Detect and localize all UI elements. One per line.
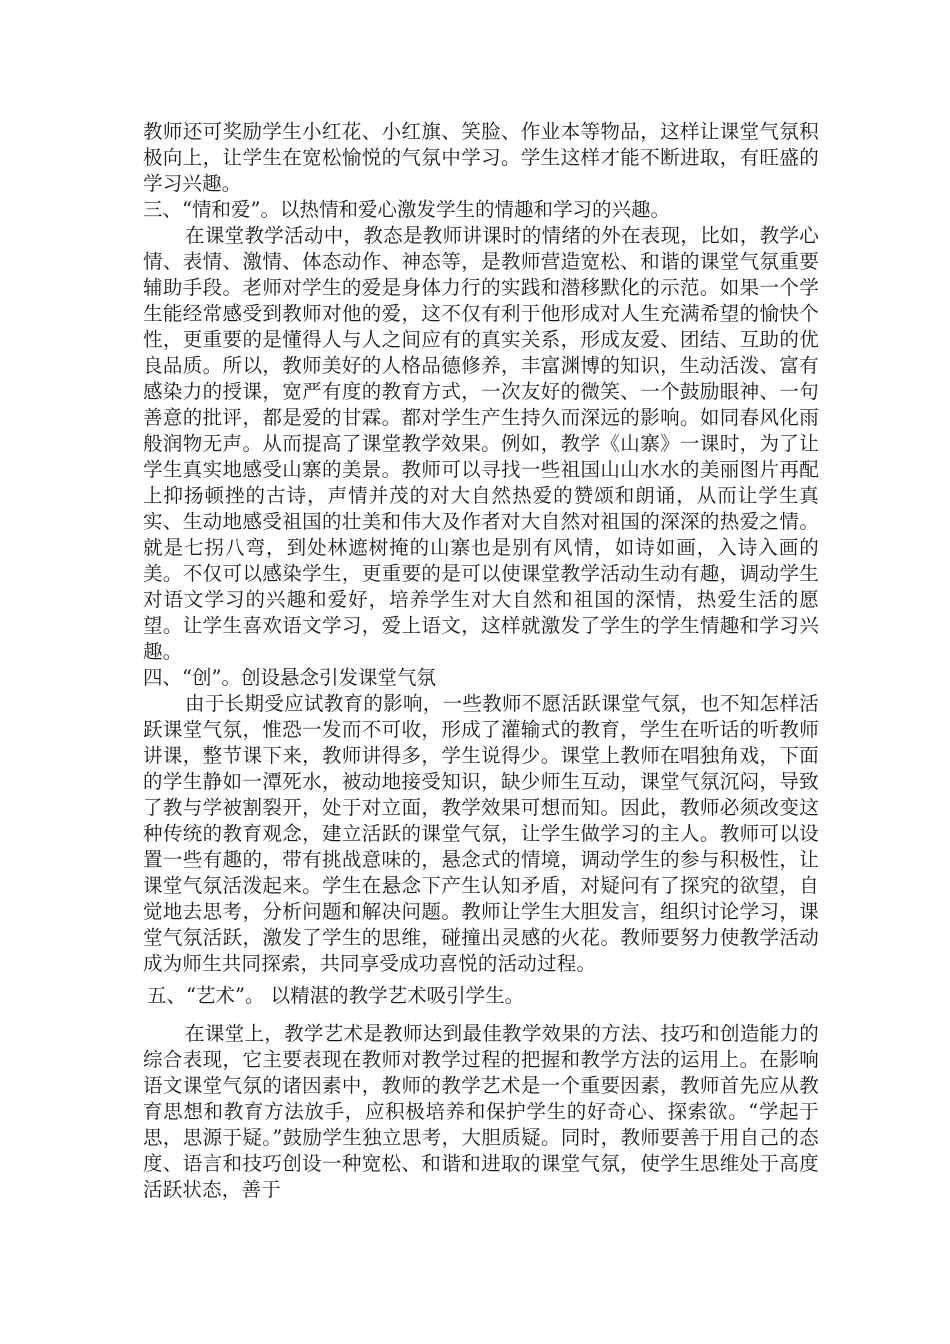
paragraph-art: 在课堂上，教学艺术是教师达到最佳教学效果的方法、技巧和创造能力的综合表现，它主要表现在教师对教学过程的把握和教学方法的运用上。在影响语文课堂气氛的诸因素中，教师的教学艺术是一个重要因素，教师首先应从教育思想和教育方法放手，应积极培养和保护学生的好奇心、探索欲。“学起于思，思源于疑。”鼓励学生独立思考，大胆质疑。同时，教师要善于用自己的态度、语言和技巧创设一种宽松、和谐和进取的课堂气氛，使学生思维处于高度活跃状态，善于 (143, 1022, 819, 1201)
section-heading-3: 三、“情和爱”。以热情和爱心激发学生的情趣和学习的兴趣。 (143, 198, 670, 221)
section-heading-4: 四、“创”。创设悬念引发课堂气氛 (143, 666, 436, 689)
paragraph-suspense: 由于长期受应试教育的影响，一些教师不愿活跃课堂气氛，也不知怎样活跃课堂气氛，惟恐一发而不可收，形成了灌输式的教育，学生在听话的听教师讲课，整节课下来，教师讲得多，学生说得少。课堂上教师在唱独角戏，下面的学生静如一潭死水，被动地接受知识，缺少师生互动，课堂气氛沉闷，导致了教与学被割裂开，处于对立面，教学效果可想而知。因此，教师必须改变这种传统的教育观念，建立活跃的课堂气氛，让学生做学习的主人。教师可以设置一些有趣的，带有挑战意味的，悬念式的情境，调动学生的参与积极性，让课堂气氛活泼起来。学生在悬念下产生认知矛盾，对疑问有了探究的欲望，自觉地去思考，分析问题和解决问题。教师让学生大胆发言，组织讨论学习，课堂气氛活跃，激发了学生的思维，碰撞出灵感的火花。教师要努力使教学活动成为师生共同探索，共同享受成功喜悦的活动过程。 (143, 692, 819, 975)
section-heading-5: 五、“艺术”。 以精湛的教学艺术吸引学生。 (147, 984, 525, 1007)
paragraph-love: 在课堂教学活动中，教态是教师讲课时的情绪的外在表现，比如，教学心情、表情、激情、体态动作、神态等，是教师营造宽松、和谐的课堂气氛重要辅助手段。老师对学生的爱是身体力行的实践和潜移默化的示范。如果一个学生能经常感受到教师对他的爱，这不仅有利于他形成对人生充满希望的愉快个性，更重要的是懂得人与人之间应有的真实关系，形成友爱、团结、互助的优良品质。所以，教师美好的人格品德修养，丰富渊博的知识，生动活泼、富有感染力的授课，宽严有度的教育方式，一次友好的微笑、一个鼓励眼神、一句善意的批评，都是爱的甘霖。都对学生产生持久而深远的影响。如同春风化雨般润物无声。从而提高了课堂教学效果。例如，教学《山寨》一课时，为了让学生真实地感受山寨的美景。教师可以寻找一些祖国山山水水的美丽图片再配上抑扬顿挫的古诗，声情并茂的对大自然热爱的赞颂和朗诵，从而让学生真实、生动地感受祖国的壮美和伟大及作者对大自然对祖国的深深的热爱之情。就是七拐八弯，到处林遮树掩的山寨也是别有风情，如诗如画，入诗入画的美。不仅可以感染学生，更重要的是可以使课堂教学活动生动有趣，调动学生对语文学习的兴趣和爱好，培养学生对大自然和祖国的深情，热爱生活的愿望。让学生喜欢语文学习，爱上语文，这样就激发了学生的学生情趣和学习兴趣。 (143, 224, 819, 663)
document-page (143, 119, 819, 1203)
paragraph-reward: 教师还可奖励学生小红花、小红旗、笑脸、作业本等物品，这样让课堂气氛积极向上，让学生在宽松愉悦的气氛中学习。学生这样才能不断进取，有旺盛的学习兴趣。 (143, 120, 819, 195)
